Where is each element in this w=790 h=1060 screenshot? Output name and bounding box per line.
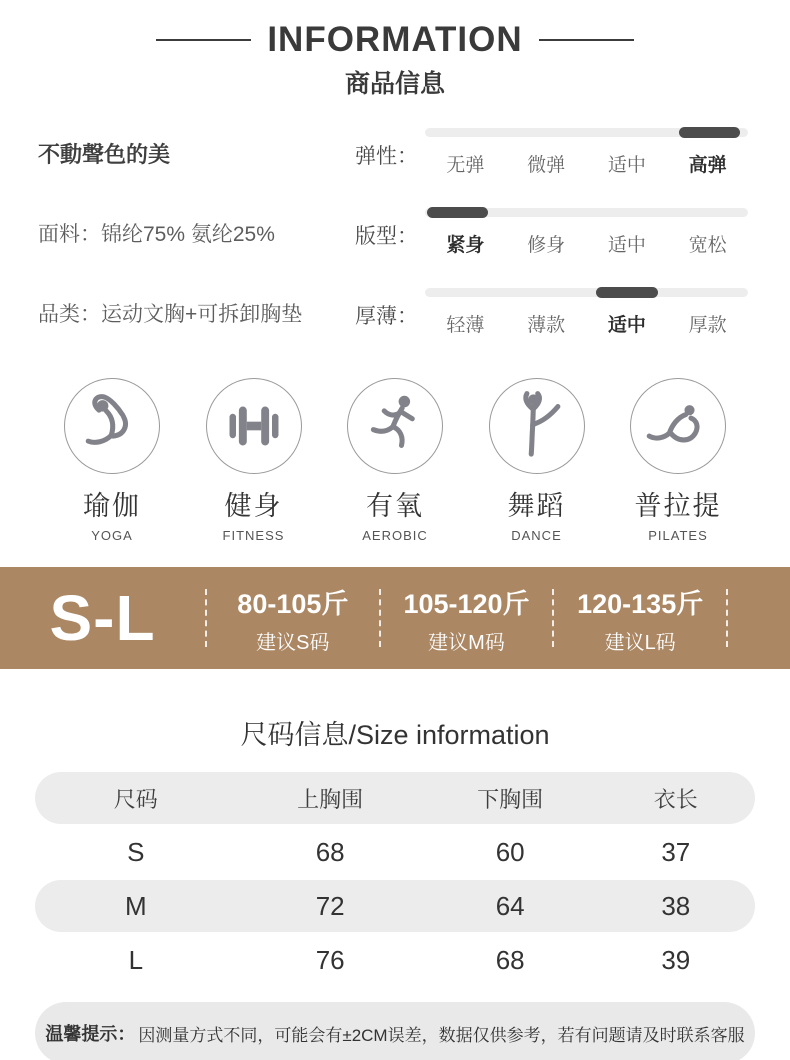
column-header: 上胸围 (297, 786, 364, 812)
activity-label-en: FITNESS (222, 528, 285, 543)
notice-text: 因测量方式不同，可能会有±2CM误差，数据仅供参考，若有问题请及时联系客服 (138, 1025, 745, 1045)
banner-divider (726, 589, 728, 647)
header-rule-right (539, 39, 634, 41)
under-bust-cell: 60 (495, 836, 525, 867)
activity-label-cn: 普拉提 (634, 491, 722, 521)
header-rule-left (156, 39, 251, 41)
activity-label-en: YOGA (91, 528, 133, 543)
page-subtitle: 商品信息 (344, 70, 445, 98)
activity-dance (489, 378, 585, 543)
pilates-icon (630, 378, 726, 474)
length-cell: 39 (661, 944, 691, 975)
elasticity-slider (425, 128, 748, 188)
dumbbell-icon (206, 378, 302, 474)
column-header: 下胸围 (477, 786, 544, 812)
size-range: S-L (49, 582, 156, 654)
thickness-option: 厚款 (688, 315, 727, 336)
activity-aerobic (347, 378, 443, 543)
fit-option: 宽松 (688, 235, 727, 256)
size-suggestion: 建议L码 (604, 631, 676, 654)
fit-option: 修身 (527, 235, 566, 256)
size-cell: M (124, 890, 147, 921)
length-cell: 37 (661, 836, 691, 867)
activity-label-cn: 瑜伽 (83, 491, 141, 521)
attribute-row-thickness (0, 268, 790, 348)
column-header: 尺码 (113, 786, 158, 812)
size-suggestion: 建议S码 (256, 631, 330, 654)
length-cell: 38 (661, 890, 691, 921)
activity-label-cn: 舞蹈 (507, 491, 566, 521)
size-suggestion: 建议M码 (428, 631, 505, 654)
fit-indicator (427, 207, 488, 218)
upper-bust-cell: 68 (315, 836, 345, 867)
fit-track (425, 208, 748, 217)
table-row (35, 826, 755, 878)
fit-label: 版型： (355, 225, 418, 248)
thickness-option-selected: 适中 (607, 315, 646, 336)
yoga-icon (64, 378, 160, 474)
fabric-info: 面料：锦纶75% 氨纶25% (38, 223, 275, 246)
product-slogan: 不動聲色的美 (38, 142, 171, 167)
activity-label-en: AEROBIC (362, 528, 428, 543)
activity-label-cn: 健身 (224, 491, 283, 521)
elasticity-option: 无弹 (446, 155, 485, 176)
activity-pilates (630, 378, 726, 543)
table-header-row (35, 772, 755, 824)
size-recommendation (207, 582, 379, 655)
elasticity-option: 适中 (607, 155, 646, 176)
dancer-icon (489, 378, 585, 474)
elasticity-option: 微弹 (527, 155, 566, 176)
elasticity-indicator (679, 127, 740, 138)
page-title: INFORMATION (267, 20, 523, 59)
size-cell: L (128, 944, 144, 975)
size-recommendation (381, 582, 553, 655)
under-bust-cell: 68 (495, 944, 525, 975)
size-recommendation-banner (0, 567, 790, 669)
thickness-indicator (596, 287, 657, 298)
elasticity-track (425, 128, 748, 137)
size-table (35, 772, 755, 986)
category-info: 品类：运动文胸+可拆卸胸垫 (38, 303, 303, 326)
measurement-notice (35, 1002, 755, 1060)
activity-yoga (64, 378, 160, 543)
activity-label-en: PILATES (648, 528, 708, 543)
attribute-row-fit (0, 188, 790, 268)
attribute-row-elasticity (0, 108, 790, 188)
size-recommendation (554, 582, 726, 655)
thickness-track (425, 288, 748, 297)
activity-label-en: DANCE (511, 528, 562, 543)
weight-range: 120-135斤 (577, 588, 704, 619)
table-row (35, 880, 755, 932)
size-cell: S (127, 836, 145, 867)
upper-bust-cell: 72 (315, 890, 345, 921)
fit-option-selected: 紧身 (446, 235, 485, 256)
page-header (0, 0, 790, 100)
notice-label: 温馨提示： (45, 1024, 136, 1044)
activity-fitness (206, 378, 302, 543)
table-row (35, 934, 755, 986)
thickness-label: 厚薄： (355, 305, 418, 328)
product-attributes-section (0, 108, 790, 348)
activity-icons-section (0, 378, 790, 543)
runner-icon (347, 378, 443, 474)
activity-label-cn: 有氧 (366, 491, 424, 521)
thickness-option: 轻薄 (446, 315, 485, 336)
weight-range: 105-120斤 (403, 588, 530, 619)
elasticity-label: 弹性： (355, 145, 418, 168)
size-table-title: 尺码信息/Size information (240, 720, 550, 750)
column-header: 衣长 (653, 786, 698, 812)
thickness-slider (425, 288, 748, 348)
under-bust-cell: 64 (495, 890, 525, 921)
elasticity-option-selected: 高弹 (688, 155, 727, 176)
weight-range: 80-105斤 (237, 588, 349, 619)
fit-option: 适中 (607, 235, 646, 256)
fit-slider (425, 208, 748, 268)
thickness-option: 薄款 (527, 315, 566, 336)
upper-bust-cell: 76 (315, 944, 345, 975)
